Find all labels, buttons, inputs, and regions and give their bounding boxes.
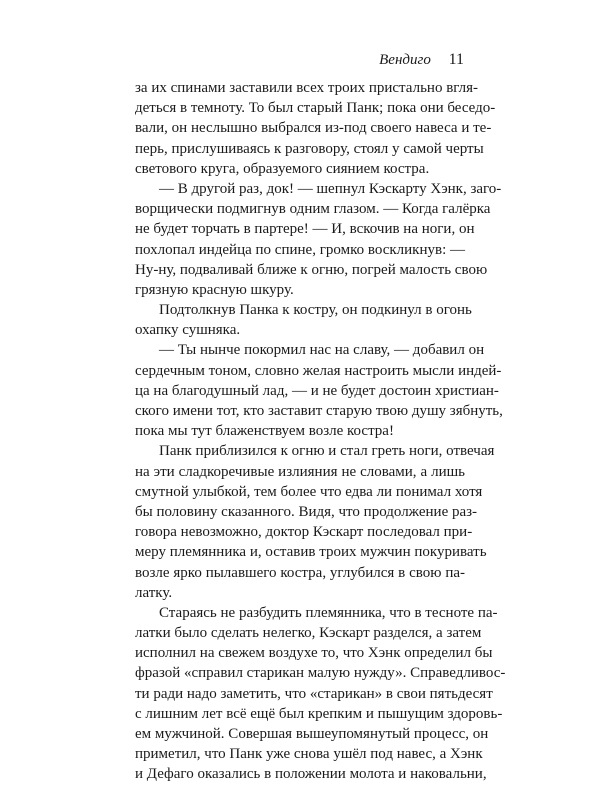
text-line: Ну-ну, подваливай ближе к огню, погрей малость свою [135, 261, 488, 278]
text-line: и Дефаго оказались в положении молота и наковальни, [135, 766, 487, 783]
text-line: ем мужчиной. Совершая вышеупомянутый процесс, он [135, 726, 489, 742]
text-line: похлопал индейца по спине, громко воскликнув: — [135, 241, 465, 258]
text-line: Подтолкнув Панка к костру, он подкинул в огонь [159, 302, 472, 319]
text-line: светового круга, образуемого сиянием костра. [135, 160, 430, 177]
body-text [135, 78, 506, 785]
text-line: бы половину сказанного. Видя, что продолжение раз- [135, 503, 478, 520]
text-line: ворщически подмигнув одним глазом. — Когда галёрка [135, 201, 491, 218]
text-line: не будет торчать в партере! — И, вскочив на ноги, он [135, 221, 475, 238]
text-line: — Ты нынче покормил нас на славу, — добавил он [159, 342, 485, 359]
text-line: охапку сушняка. [135, 322, 241, 339]
text-line: Стараясь не разбудить племянника, что в тесноте па- [159, 604, 498, 621]
text-line: возле ярко пылавшего костра, углубился в свою па- [135, 564, 465, 581]
text-line: грязную красную шкуру. [135, 281, 294, 298]
text-line: латки было сделать нелегко, Кэскарт разделся, а затем [135, 625, 482, 642]
page-number: 11 [448, 51, 464, 68]
text-line: с лишним лет всё ещё был крепким и пышущим здоровь- [135, 705, 503, 722]
text-line: деться в темноту. То был старый Панк; пока они беседо- [135, 100, 496, 117]
text-line: на эти сладкоречивые излияния не словами, а лишь [135, 463, 465, 480]
text-line: исполнил на свежем воздухе то, что Хэнк определил бы [135, 645, 493, 662]
paragraph [135, 300, 472, 340]
running-header-title: Вендиго [379, 52, 431, 68]
paragraph [135, 441, 495, 603]
text-line: Панк приблизился к огню и стал греть ноги, отвечая [159, 443, 495, 460]
text-line: — В другой раз, док! — шепнул Кэскарту Хэнк, заго- [159, 180, 502, 197]
paragraph [135, 340, 503, 441]
paragraph [135, 78, 496, 179]
text-line: фразой «справил старикан малую нужду». Справедливос- [135, 665, 506, 682]
text-line: латку. [135, 584, 173, 601]
text-line: смутной улыбкой, тем более что едва ли понимал хотя [135, 483, 483, 500]
paragraph [135, 179, 502, 300]
running-header [379, 51, 464, 69]
text-line: сердечным тоном, словно желая настроить мысли индей- [135, 362, 502, 379]
text-line: перь, прислушиваясь к разговору, стоял у самой черты [135, 140, 484, 157]
text-line: за их спинами заставили всех троих пристально вгля- [135, 80, 479, 96]
paragraph [135, 603, 506, 785]
text-line: вали, он неслышно выбрался из-под своего навеса и те- [135, 120, 492, 137]
text-line: говора невозможно, доктор Кэскарт последовал при- [135, 524, 473, 541]
text-line: ского имени тот, кто заставит старую твою душу зябнуть, [135, 403, 503, 419]
text-line: пока мы тут блаженствуем возле костра! [135, 423, 394, 440]
text-line: приметил, что Панк уже снова ушёл под навес, а Хэнк [135, 746, 483, 763]
text-line: меру племянника и, оставив троих мужчин покуривать [135, 544, 487, 561]
text-line: ти ради надо заметить, что «старикан» в свои пятьдесят [135, 685, 493, 702]
text-line: ца на благодушный лад, — и не будет достоин христиан- [135, 382, 499, 399]
